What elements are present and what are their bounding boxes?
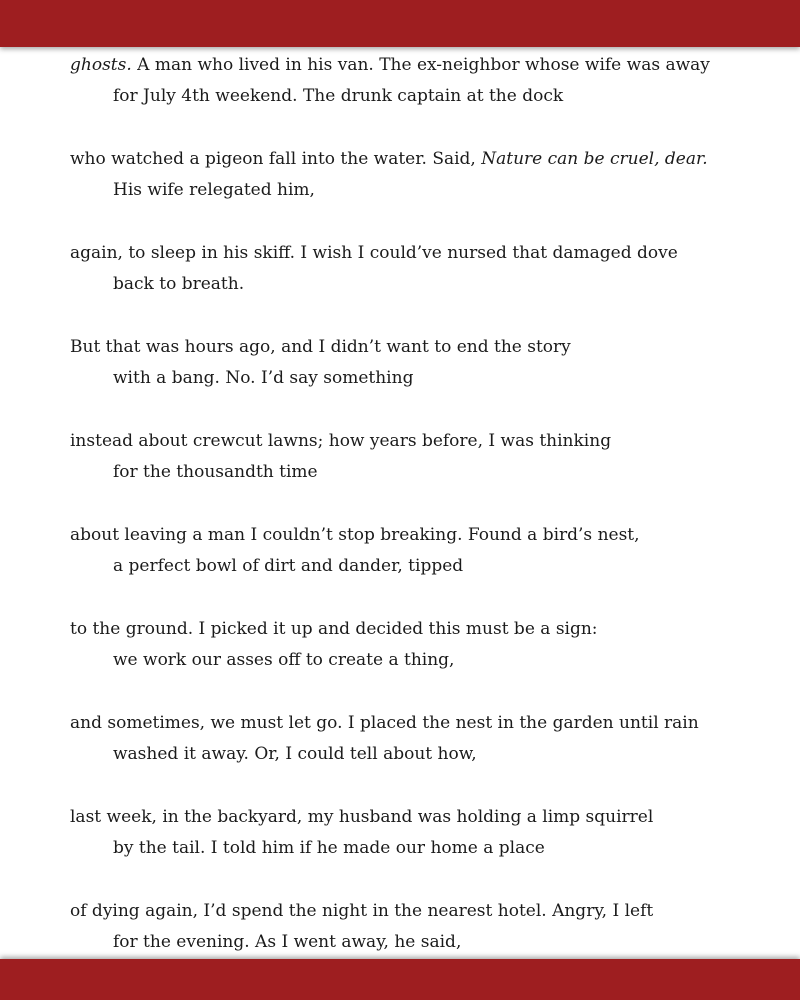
stanza bbox=[70, 144, 770, 206]
stanza bbox=[70, 708, 770, 770]
poem-line: again, to sleep in his skiff. I wish I could’ve nursed that damaged dove bbox=[70, 243, 678, 263]
stanza bbox=[70, 896, 770, 958]
poem-line-indented: for the evening. As I went away, he said, bbox=[113, 932, 462, 952]
poem-line-indented: washed it away. Or, I could tell about how, bbox=[113, 744, 477, 764]
poem-line-indented: for July 4th weekend. The drunk captain at the dock bbox=[113, 86, 564, 106]
poem-line: about leaving a man I couldn’t stop breaking. Found a bird’s nest, bbox=[70, 525, 640, 545]
stanza bbox=[70, 332, 770, 394]
italic-text: Nature can be cruel, dear. bbox=[481, 149, 708, 169]
stanza bbox=[70, 238, 770, 300]
stanza bbox=[70, 50, 770, 112]
stanza bbox=[70, 520, 770, 582]
poem-line-indented: His wife relegated him, bbox=[113, 180, 315, 200]
italic-text: ghosts. bbox=[70, 55, 132, 75]
poem-line: But that was hours ago, and I didn’t want to end the story bbox=[70, 337, 571, 357]
poem-line-indented: by the tail. I told him if he made our home a place bbox=[113, 838, 545, 858]
top-bar bbox=[0, 0, 800, 47]
line-text: A man who lived in his van. The ex-neighbor whose wife was away bbox=[131, 55, 710, 75]
stanza bbox=[70, 614, 770, 676]
poem-line-indented: back to breath. bbox=[113, 274, 245, 294]
poem-line: instead about crewcut lawns; how years before, I was thinking bbox=[70, 431, 612, 451]
bottom-bar bbox=[0, 959, 800, 1000]
poem-line-indented: with a bang. No. I’d say something bbox=[113, 368, 414, 388]
poem-line-indented: a perfect bowl of dirt and dander, tipped bbox=[113, 556, 464, 576]
poem-line: and sometimes, we must let go. I placed the nest in the garden until rain bbox=[70, 713, 699, 733]
poem-line: of dying again, I’d spend the night in the nearest hotel. Angry, I left bbox=[70, 901, 654, 921]
poem-line: last week, in the backyard, my husband was holding a limp squirrel bbox=[70, 807, 654, 827]
poem-line-indented: for the thousandth time bbox=[113, 462, 318, 482]
poem-line-indented: we work our asses off to create a thing, bbox=[113, 650, 455, 670]
line-text: who watched a pigeon fall into the water. Said, bbox=[70, 149, 482, 169]
poem-line: to the ground. I picked it up and decided this must be a sign: bbox=[70, 619, 598, 639]
poem-line bbox=[70, 50, 770, 81]
stanza bbox=[70, 426, 770, 488]
poem-line bbox=[70, 144, 770, 175]
poem-body bbox=[70, 50, 770, 990]
stanza bbox=[70, 802, 770, 864]
